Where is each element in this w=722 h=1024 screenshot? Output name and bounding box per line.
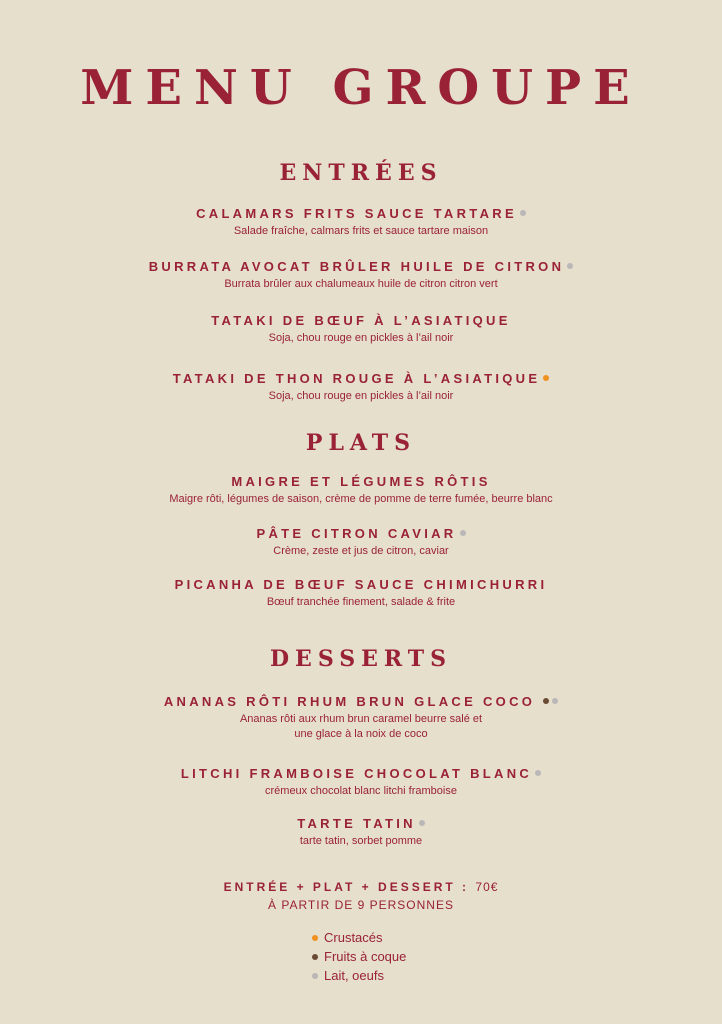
- menu-item: [0, 313, 722, 346]
- item-name: PICANHA DE BŒUF SAUCE CHIMICHURRI: [174, 577, 548, 592]
- menu-item: [0, 816, 722, 849]
- price-block: [0, 878, 722, 914]
- section-title-plats: PLATS: [305, 430, 417, 456]
- allergen-dot-lait: [419, 820, 425, 826]
- menu-item: [0, 526, 722, 559]
- item-name: LITCHI FRAMBOISE CHOCOLAT BLANC: [180, 766, 533, 781]
- legend-label: Fruits à coque: [324, 949, 407, 964]
- allergen-dot-lait: [520, 210, 526, 216]
- menu-item: [0, 259, 722, 292]
- legend-label: Lait, oeufs: [324, 968, 384, 983]
- item-name: MAIGRE ET LÉGUMES RÔTIS: [231, 474, 491, 489]
- item-name: ANANAS RÔTI RHUM BRUN GLACE COCO: [163, 694, 536, 709]
- legend-item: [312, 947, 406, 966]
- allergen-dot-crustaces: [543, 375, 549, 381]
- item-description: crémeux chocolat blanc litchi framboise: [265, 785, 457, 797]
- item-name: CALAMARS FRITS SAUCE TARTARE: [196, 206, 517, 221]
- legend-dot-fruits: [312, 954, 318, 960]
- item-name: TARTE TATIN: [297, 816, 416, 831]
- legend-dot-crustaces: [312, 935, 318, 941]
- item-description: Soja, chou rouge en pickles à l’ail noir: [268, 390, 454, 402]
- price-condition: À PARTIR DE 9 PERSONNES: [268, 898, 454, 912]
- allergen-dot-fruits: [543, 698, 549, 704]
- item-description: Crème, zeste et jus de citron, caviar: [273, 545, 449, 557]
- item-name: TATAKI DE BŒUF À L’ASIATIQUE: [211, 313, 511, 328]
- section-title-entrees: ENTRÉES: [279, 160, 443, 186]
- item-description: tarte tatin, sorbet pomme: [299, 835, 423, 847]
- item-name: BURRATA AVOCAT BRÛLER HUILE DE CITRON: [148, 259, 565, 274]
- allergen-dot-lait: [535, 770, 541, 776]
- price-formula: ENTRÉE + PLAT + DESSERT :: [223, 880, 470, 894]
- price-amount: 70€: [475, 880, 499, 894]
- menu-item: [0, 766, 722, 799]
- allergen-dot-lait: [460, 530, 466, 536]
- item-description-line: Ananas rôti aux rhum brun caramel beurre salé et: [239, 713, 483, 725]
- legend-label: Crustacés: [324, 930, 383, 945]
- legend-dot-lait: [312, 973, 318, 979]
- menu-title: MENU GROUPE: [80, 60, 642, 116]
- legend-item: [312, 928, 406, 947]
- item-name: TATAKI DE THON ROUGE À L’ASIATIQUE: [172, 371, 541, 386]
- allergen-legend: [312, 928, 406, 985]
- item-name: PÂTE CITRON CAVIAR: [256, 526, 457, 541]
- item-description: Burrata brûler aux chalumeaux huile de citron citron vert: [224, 278, 498, 290]
- item-description: Bœuf tranchée finement, salade & frite: [266, 596, 456, 608]
- menu-item: [0, 474, 722, 507]
- menu-item: [0, 206, 722, 239]
- item-description: [0, 712, 722, 742]
- legend-item: [312, 966, 406, 985]
- menu-item: [0, 577, 722, 610]
- item-description: Soja, chou rouge en pickles à l’ail noir: [268, 332, 454, 344]
- item-description-line: une glace à la noix de coco: [294, 728, 428, 740]
- allergen-dot-lait: [567, 263, 573, 269]
- item-description: Maigre rôti, légumes de saison, crème de pomme de terre fumée, beurre blanc: [169, 493, 553, 505]
- section-title-desserts: DESSERTS: [269, 646, 453, 672]
- menu-item: [0, 371, 722, 404]
- menu-item: [0, 694, 722, 742]
- item-description: Salade fraîche, calmars frits et sauce tartare maison: [233, 225, 489, 237]
- allergen-dot-lait: [552, 698, 558, 704]
